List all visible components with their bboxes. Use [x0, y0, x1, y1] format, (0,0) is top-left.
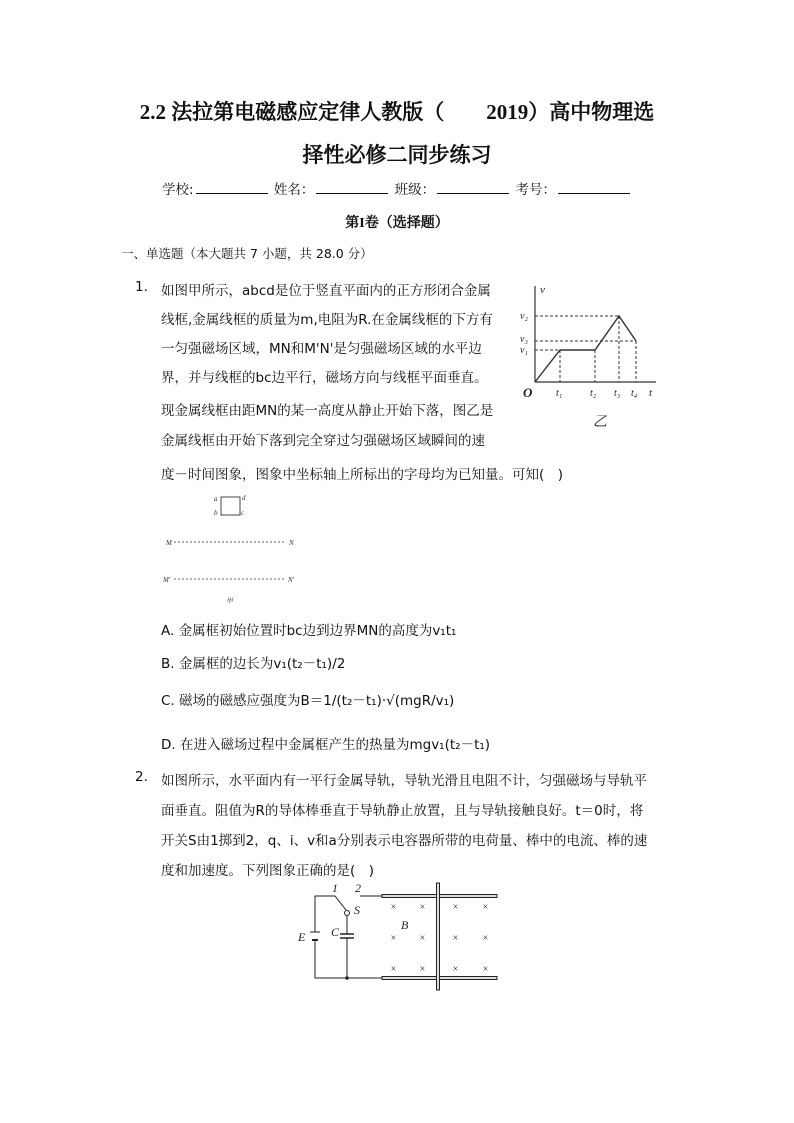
field-label: B	[401, 918, 409, 932]
question-number: 1.	[135, 279, 148, 295]
title-line-1: 2.2 法拉第电磁感应定律人教版（ 2019）高中物理选	[139, 100, 655, 124]
battery-label: E	[298, 930, 306, 944]
cross: ×	[390, 933, 397, 944]
cross: ×	[452, 902, 459, 913]
square-frame	[221, 497, 240, 515]
school-label: 学校:	[162, 182, 194, 198]
section-heading: 一、单选题（本大题共 7 小题，共 28.0 分）	[121, 246, 373, 261]
cross: ×	[482, 902, 489, 913]
q1-line: 金属线框由开始下落到完全穿过匀强磁场区域瞬间的速	[161, 433, 485, 449]
q2-line: 如图所示，水平面内有一平行金属导轨，导轨光滑且电阻不计，匀强磁场与导轨平	[161, 773, 647, 789]
cross: ×	[390, 902, 397, 913]
cross: ×	[419, 964, 426, 975]
t2-label: t₂	[590, 388, 597, 399]
cross: ×	[419, 933, 426, 944]
cross: ×	[390, 964, 397, 975]
cross: ×	[419, 902, 426, 913]
corner-a: a	[214, 495, 218, 503]
q1-line: 线框,金属线框的质量为m,电阻为R.在金属线框的下方有	[161, 312, 493, 328]
vt-curve	[535, 316, 636, 382]
q1-line: 现金属线框由距MN的某一高度从静止开始下落，图乙是	[161, 403, 494, 419]
title-line-2: 择性必修二同步练习	[302, 143, 492, 167]
t1-label: t₁	[556, 388, 563, 399]
capacitor-label: C	[331, 925, 340, 939]
v-axis-label: v	[540, 284, 545, 296]
corner-c: c	[241, 509, 245, 517]
question-number: 2.	[135, 769, 148, 785]
t4-label: t₄	[631, 388, 638, 399]
fig-caption: 甲	[226, 597, 233, 605]
label-n: N	[289, 539, 294, 547]
label-m: M	[166, 539, 172, 547]
name-label: 姓名：	[273, 182, 315, 198]
switch-label: S	[354, 903, 360, 917]
t3-label: t₃	[614, 388, 621, 399]
v1-label: v₁	[520, 345, 528, 356]
volume-heading: 第I卷（选择题）	[345, 216, 449, 231]
vt-graph	[535, 286, 656, 382]
q1-line: 一匀强磁场区域，MN和M'N'是匀强磁场区域的水平边	[161, 341, 482, 357]
cross: ×	[452, 933, 459, 944]
label-n-prime: N'	[288, 576, 295, 584]
class-label: 班级：	[394, 182, 436, 198]
switch-pos-2: 2	[355, 881, 361, 895]
exam-no-label: 考号：	[515, 182, 556, 198]
q1-line: 界，并与线框的bc边平行，磁场方向与线框平面垂直。	[161, 370, 488, 386]
guide-lines	[535, 316, 636, 382]
q2-line: 面垂直。阻值为R的导体棒垂直于导轨静止放置，且与导轨接触良好。t＝0时，将	[161, 803, 644, 819]
corner-b: b	[214, 509, 218, 517]
cross: ×	[452, 964, 459, 975]
option-b[interactable]: B. 金属框的边长为v₁(t₂－t₁)/2	[161, 656, 346, 672]
option-a[interactable]: A. 金属框初始位置时bc边到边界MN的高度为v₁t₁	[161, 623, 457, 639]
t-axis-label: t	[649, 387, 653, 399]
q2-line: 度和加速度。下列图象正确的是( )	[161, 863, 375, 879]
origin-label: O	[523, 385, 533, 400]
cross: ×	[482, 964, 489, 975]
conductor-bar	[437, 883, 440, 990]
q1-line: 度－时间图象，图象中坐标轴上所标出的字母均为已知量。可知( )	[161, 467, 564, 483]
graph-caption: 乙	[593, 415, 607, 430]
option-d[interactable]: D. 在进入磁场过程中金属框产生的热量为mgv₁(t₂－t₁)	[161, 737, 491, 753]
option-c[interactable]: C. 磁场的磁感应强度为B＝1/(t₂－t₁)·√(mgR/v₁)	[161, 693, 455, 709]
v2-label: v₂	[520, 311, 528, 322]
cross: ×	[482, 933, 489, 944]
v3-label: v₃	[520, 334, 528, 345]
q1-line: 如图甲所示，abcd是位于竖直平面内的正方形闭合金属	[161, 283, 491, 299]
corner-d: d	[242, 494, 246, 502]
q2-line: 开关S由1掷到2，q、i、v和a分别表示电容器所带的电荷量、棒中的电流、棒的速	[161, 833, 648, 849]
label-m-prime: M'	[163, 576, 171, 584]
switch-pos-1: 1	[332, 881, 338, 895]
